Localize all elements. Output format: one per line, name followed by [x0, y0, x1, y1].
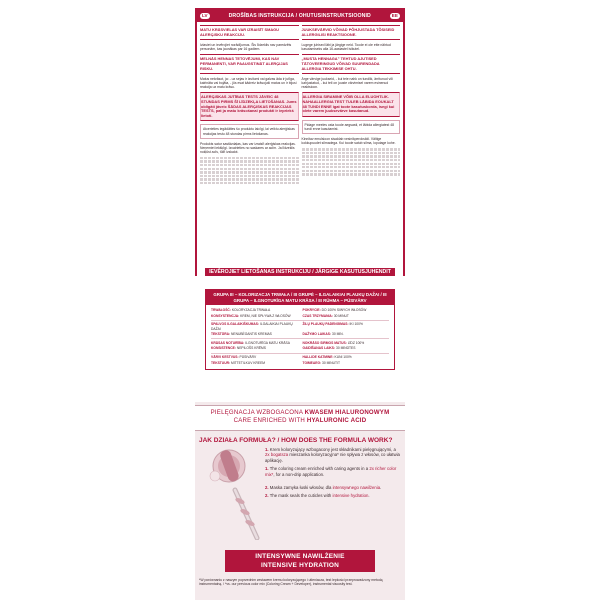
follow-instructions-banner: IEVĒROJIET LIETOŠANAS INSTRUKCIJU / JÄRGIGE KASUTUSJUHENDIT [205, 268, 395, 276]
lv-paragraph-1: Izlasiet un ievērojiet norādījumus. Šis līdzeklis nav paredzēts personām, kas jaunākas par 16 gadiem. [200, 43, 292, 52]
safety-title: DROŠĪBAS INSTRUKCIJA / OHUTUSINSTRUKTSIOONID [228, 13, 371, 19]
estonian-column [302, 25, 401, 186]
table-row [211, 346, 389, 350]
table-row [211, 308, 389, 312]
table-row [211, 314, 389, 318]
hyaluronic-pl-prefix: PIELĘGNACJA WZBOGACONA [210, 409, 305, 416]
table-cell-left: KONSYSTENCJA: KREM, NIE SPŁYWA Z WŁOSÓW [211, 313, 291, 318]
step-2-pl: 2. Maska zamyka łuski włosów, dla intensywnego nawilżenia. [265, 485, 382, 491]
intensive-hydration-en: INTENSIVE HYDRATION [260, 562, 340, 569]
table-cell-right: TOIMEAEG: 30 MINUTIT [302, 360, 340, 365]
hyaluronic-pl-highlight: KWASEM HIALURONOWYM [304, 409, 390, 416]
hair-strand-illustration [205, 446, 263, 540]
product-group-heading: GRUPA III – KOLORIZACJA TRWAŁA / III GRUPĖ – ILGALAIKIAI PLAUKŲ DAŽAI / III GRUPA – ILGNOTURĪGA MATU KRĀSA / III RÜHMA – PÜSIVÄRV [206, 290, 394, 305]
lv-paragraph-2: Matus nekrāsot, ja: - uz sejas ir izsitumi vai galvas āda ir jutīga, kairināta vai bojāta, - jūs esat kādreiz krāsojuši matus un ir bijusi reakcija uz matu krāsu. [200, 77, 297, 90]
table-row [211, 355, 389, 359]
step-2-en: 2. The mask seals the cuticles with intensive hydration. [265, 493, 370, 499]
table-row [211, 332, 389, 336]
latvian-column [200, 25, 299, 186]
ee-warning-1: JUUKSEVÄRVID VÕIVAD PÕHJUSTADA TÕSISEID ALLERGILISI REAKTSIOONE. [302, 25, 401, 40]
hyaluronic-en-highlight: HYALURONIC ACID [306, 417, 367, 424]
step-1-pl: 1. Krem koloryzujący wzbogacony jest składnikami pielęgnującymi, a 2x bogatsza mieszanka koloryzacyjna* nie spływa z włosów, co ułatwia aplikację. [265, 447, 400, 463]
language-badge-lv: LV [202, 13, 208, 18]
table-row [211, 322, 389, 330]
intensive-hydration-pl: INTENSYWNE NAWILŻENIE [255, 553, 345, 560]
ee-paragraph-3: Pidage meeles osta toode aegsasti, et läbida allergiatest 48 tundi enne kasutamist. [302, 120, 401, 134]
formula-question: JAK DZIAŁA FORMUŁA? / HOW DOES THE FORMULA WORK? [199, 437, 393, 444]
table-cell-left: VÄRVI KESTVUS: PÜSIVÄRV [211, 355, 257, 360]
ee-paragraph-1: Lugege juhised läbi ja järgige neid. Toode ei ole ette nähtud kasutamiseks alla 16-aastastel isikutel. [301, 43, 391, 52]
step-1-en: 1. The coloring cream enriched with caring agents in a 2x richer color mix*, for a non-drip application. [265, 466, 397, 477]
table-cell-left: TEKSTUUR: MITTETILKUV KREEM [211, 360, 266, 365]
lv-warning-2: MELNĀS HENNAS TETOVĒJUMI, KAS NAV PERMANENTI, VAR PAAUGSTINĀT ALERĢIJAS RISKU. [200, 54, 299, 74]
table-row [211, 361, 389, 365]
language-badge-ee: EE [391, 13, 398, 18]
table-row [211, 341, 389, 345]
lv-paragraph-4: Produkts satur sastāvdaļas, kas var izraisīt alerģiskas reakcijas. Neņemiet iekšķīgi. Izvairieties no saskares ar acīm. Ja līdzeklis nokļūst acīs, tūlīt izskalot. [200, 141, 296, 154]
table-cell-right: GAIDĪŠANAS LAIKS: 30 MINŪTES [302, 346, 356, 351]
ee-allergy-test: ALLERGIA SIRAMINE VÕIB OLLA ELUOHTLIK. NAHAALLERGIA TEST TULEB LÄBIDA EOUKALT 48 TUNDI ENNE igat toote kasutuskorda, isegi kui olete varem juuksevärve kasutanud. [302, 92, 401, 116]
table-cell-left: TEKSTŪRA: NENUBĖGANTIS KREMAS [211, 332, 272, 337]
table-cell-left: KRĀSAS NOTURĪBA: ILGNOTURĪGA MATU KRĀSA [211, 340, 290, 345]
table-cell-right: CZAS TRZYMANIA: 30 MINUT [302, 313, 349, 318]
table-separator [211, 320, 389, 321]
table-cell-right: ŽILŲ PLAUKŲ PADENGIMAS: IKI 100% [302, 322, 363, 327]
table-cell-left: KONSISTENCE: NEPILOŠS KRĒMS [211, 346, 266, 351]
table-cell-right: NOKRĀSO SIRMOS MATUS: LĪDZ 100% [302, 340, 365, 345]
table-cell-left: TRWAŁOŚĆ: KOLORYZACJA TRWAŁA [211, 308, 271, 313]
ee-warning-2: „MUSTA HENNAGA” TEHTUD AJUTISED TÄTOVEERINGUD VÕIVAD SUURENDADA ALLERGIA TEKKIMISE OHTU. [302, 54, 401, 74]
ee-paragraph-2: Ärge värvige juukseid, - kui teie nahk on tundlik, ärritunud või kahjustatud, - kui teil on juuste värvimisel varem esinenud reaktsioon. [301, 77, 393, 90]
ee-paragraph-4: Kinnitav emulsioon sisaldab vesinikperoksiidi. Vältige kokkupuudet silmadega. Kui toode satub silma, loputage kohe. [301, 137, 396, 146]
footnote: *W porównaniu z naszym poprzednim zestawem kremu koloryzującego i utleniacza, test lepkości przeprowadzony metodą instrumentalną. / *vs. our previous color mix (Coloring Cream + Developer), instrumental viscosity test. [199, 578, 383, 587]
table-cell-right: DAŽYMO LAIKAS: 30 MIN. [302, 332, 344, 337]
formula-steps [265, 447, 400, 507]
table-cell-right: HALLIDE KATMINE: KUNI 100% [302, 355, 352, 360]
product-group-table [205, 289, 395, 370]
lv-warning-1: MATU KRĀSVIELAS VAR IZRAISĪT SMAGU ALERĢISKU REAKCIJU. [200, 25, 299, 40]
table-separator [211, 338, 389, 339]
intensive-hydration-box [225, 550, 375, 572]
lv-allergy-test: ALERĢISKAS JUTĪBAS TESTS JĀVEIC 48 STUNDAS PIRMS ŠĪ LĪDZEKĻA LIETOŠANAS. Jums obligāti jāveic ŠĀDAS ALERĢISKAS REAKCIJAS TESTS, pat ja matu krāsošanai produkti ir iepriekš lietoti. [200, 92, 299, 121]
table-cell-left: SPALVOS ILGALAIKIŠKUMAS: ILGALAIKIAI PLAUKŲ DAŽAI [211, 322, 293, 331]
lv-paragraph-3: Atcerieties iegādāties šo produktu laicīgi, lai veiktu alerģiskas reakcijas testu 48 stundas pirms lietošanas. [200, 124, 299, 138]
product-leaflet [195, 0, 405, 600]
table-cell-right: POKRYCIE: DO 100% SIWYCH WŁOSÓW [302, 308, 367, 313]
safety-instructions-panel [195, 8, 405, 276]
hyaluronic-en-prefix: CARE ENRICHED WITH [233, 417, 307, 424]
hyaluronic-section [195, 402, 405, 600]
safety-header [197, 10, 403, 22]
hyaluronic-heading [195, 405, 405, 431]
table-separator [211, 353, 389, 354]
